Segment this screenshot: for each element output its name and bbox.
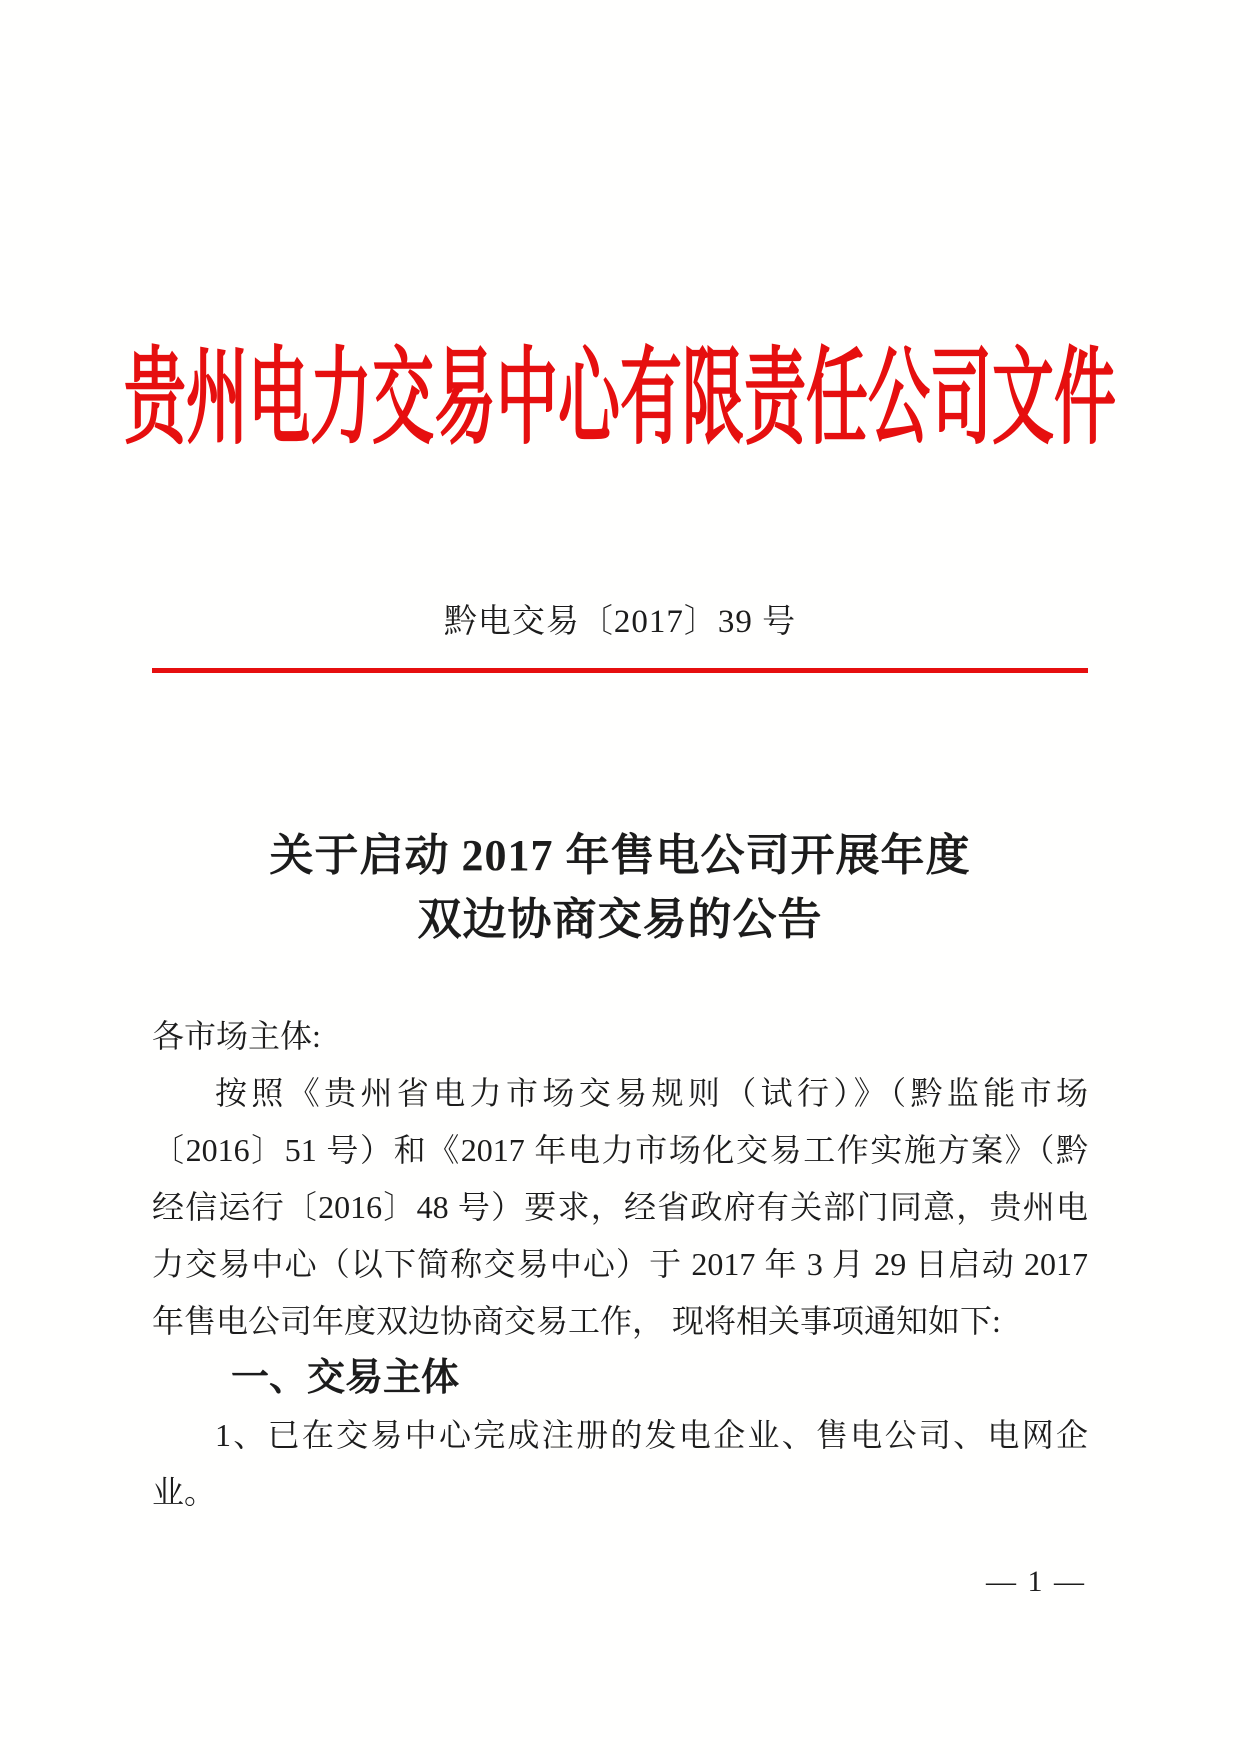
paragraph1-line5: 年售电公司年度双边协商交易工作， 现将相关事项通知如下:: [152, 1303, 1001, 1339]
paragraph1-line1: 按照《贵州省电力市场交易规则（试行）》（黔监能市场: [215, 1075, 1088, 1111]
letterhead: [124, 330, 1117, 470]
document-body: [152, 1008, 1088, 1521]
salutation: 各市场主体:: [152, 1018, 321, 1054]
doc-title-line1: 关于启动 2017 年售电公司开展年度: [269, 831, 971, 880]
doc-title-line2: 双边协商交易的公告: [417, 895, 823, 944]
doc-number: 黔电交易〔2017〕39 号: [443, 604, 797, 640]
red-separator-line: [152, 668, 1088, 673]
paragraph1-line4: 力交易中心（以下简称交易中心）于 2017 年 3 月 29 日启动 2017: [152, 1246, 1088, 1282]
section1-heading: 一、交易主体: [231, 1357, 460, 1399]
paragraph1-line2: 〔2016〕51 号）和《2017 年电力市场化交易工作实施方案》（黔: [152, 1132, 1088, 1168]
doc-title: [152, 824, 1088, 952]
org-title: 贵州电力交易中心有限责任公司文件: [124, 342, 1117, 458]
paragraph2-line2: 业。: [152, 1474, 217, 1510]
page-number: — 1 —: [986, 1565, 1086, 1598]
paragraph2-line1: 1、已在交易中心完成注册的发电企业、售电公司、电网企: [215, 1417, 1088, 1453]
paragraph1-line3: 经信运行〔2016〕48 号）要求，经省政府有关部门同意，贵州电: [152, 1189, 1088, 1225]
